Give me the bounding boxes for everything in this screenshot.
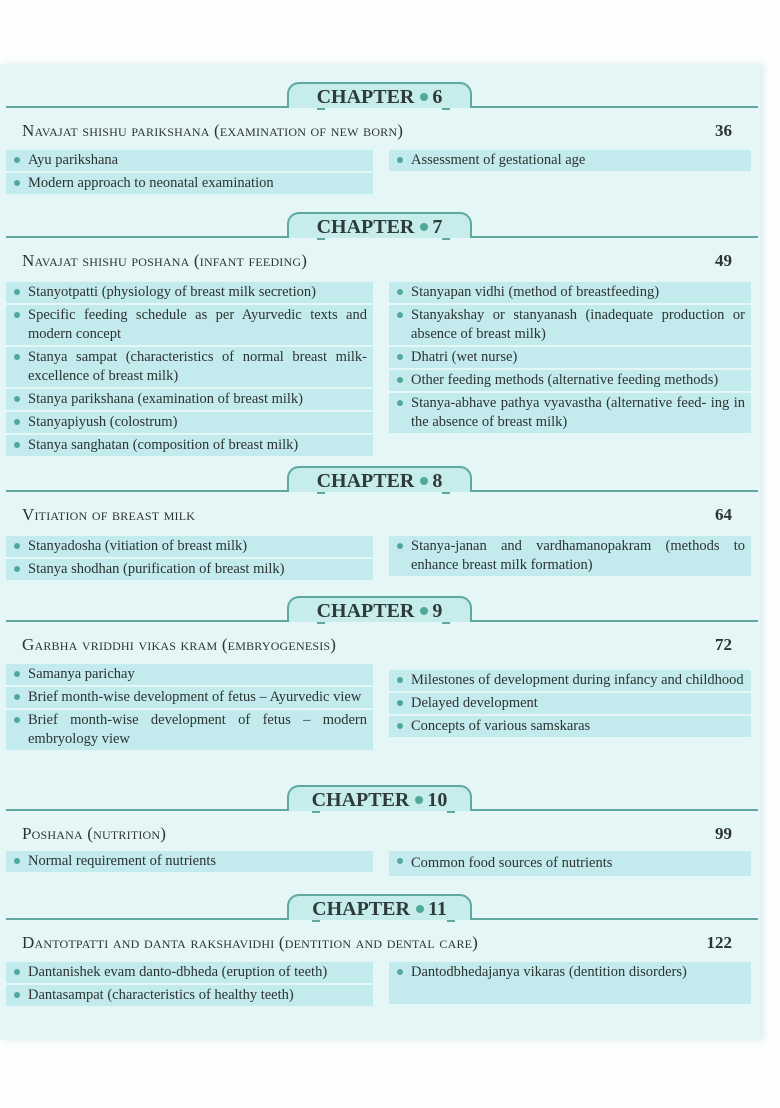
chapter-label: CHAPTER — [316, 216, 415, 238]
chapter-10 — [0, 783, 760, 876]
chapter-tab — [287, 82, 472, 108]
chapter-number: 7 — [432, 216, 443, 238]
chapter-tab — [287, 894, 472, 920]
chapter-number: 8 — [432, 470, 443, 492]
chapter-title[interactable]: Garbha vriddhi vikas kram (embryogenesis) — [22, 635, 337, 654]
page-number[interactable]: 72 — [715, 635, 732, 654]
topic-item[interactable]: Dhatri (wet nurse) — [389, 347, 751, 368]
chapter-9 — [0, 594, 760, 750]
chapter-header — [0, 783, 760, 813]
topic-item[interactable]: Stanya parikshana (examination of breast milk) — [6, 389, 373, 410]
topic-item[interactable]: Delayed development — [389, 693, 751, 714]
chapter-header — [0, 892, 760, 922]
chapter-8 — [0, 464, 760, 580]
bullet-dot-icon — [420, 607, 428, 615]
chapter-title-row — [0, 928, 760, 958]
chapter-tab — [287, 212, 472, 238]
topic-item[interactable]: Other feeding methods (alternative feeding methods) — [389, 370, 751, 391]
chapter-tab — [287, 596, 472, 622]
bullet-dot-icon — [416, 905, 424, 913]
topic-item[interactable]: Stanya sanghatan (composition of breast milk) — [6, 435, 373, 456]
topic-item[interactable]: Stanya-abhave pathya vyavastha (alternative feed- ing in the absence of breast milk) — [389, 393, 751, 433]
topics-right — [389, 150, 751, 194]
chapter-label: CHAPTER — [316, 600, 415, 622]
topic-item[interactable]: Brief month-wise development of fetus – Ayurvedic view — [6, 687, 373, 708]
chapter-label: CHAPTER — [312, 898, 410, 920]
topic-item[interactable]: Stanyotpatti (physiology of breast milk secretion) — [6, 282, 373, 303]
topics-left — [6, 962, 373, 1006]
topics-right — [389, 962, 751, 1006]
chapter-label: CHAPTER — [316, 470, 415, 492]
topic-item[interactable]: Normal requirement of nutrients — [6, 851, 373, 872]
page-number[interactable]: 49 — [715, 251, 732, 270]
topic-item[interactable]: Common food sources of nutrients — [389, 851, 751, 876]
topic-item[interactable]: Specific feeding schedule as per Ayurvedic texts and modern concept — [6, 305, 373, 345]
chapter-label: CHAPTER — [316, 86, 415, 108]
topic-item[interactable]: Concepts of various samskaras — [389, 716, 751, 737]
chapter-title[interactable]: Navajat shishu poshana (infant feeding) — [22, 251, 308, 270]
chapter-title-row — [0, 630, 760, 660]
topic-item[interactable]: Modern approach to neonatal examination — [6, 173, 373, 194]
bullet-dot-icon — [420, 223, 428, 231]
topic-item[interactable]: Stanyapiyush (colostrum) — [6, 412, 373, 433]
chapter-label: CHAPTER — [311, 789, 410, 811]
topics-left — [6, 664, 373, 750]
chapter-title[interactable]: Poshana (nutrition) — [22, 824, 167, 843]
topic-item[interactable]: Assessment of gestational age — [389, 150, 751, 171]
chapter-6 — [0, 80, 760, 194]
page-number[interactable]: 122 — [706, 933, 732, 952]
chapter-header — [0, 210, 760, 240]
chapter-title[interactable]: Dantotpatti and danta rakshavidhi (dentition and dental care) — [22, 933, 479, 952]
topic-item[interactable]: Stanya shodhan (purification of breast milk) — [6, 559, 373, 580]
chapter-number: 10 — [427, 789, 448, 811]
bullet-dot-icon — [420, 477, 428, 485]
topics-right — [389, 282, 751, 456]
topic-item[interactable]: Milestones of development during infancy and childhood — [389, 670, 751, 691]
chapter-tab — [287, 466, 472, 492]
topics-left — [6, 282, 373, 456]
topics-right — [389, 664, 751, 750]
chapter-11 — [0, 892, 760, 1006]
chapter-title[interactable]: Vitiation of breast milk — [22, 505, 196, 524]
topic-item[interactable]: Samanya parichay — [6, 664, 373, 685]
topic-item[interactable]: Stanyadosha (vitiation of breast milk) — [6, 536, 373, 557]
page-number[interactable]: 36 — [715, 121, 732, 140]
topic-item[interactable]: Stanyakshay or stanyanash (inadequate production or absence of breast milk) — [389, 305, 751, 345]
topic-item[interactable]: Stanya-janan and vardhamanopakram (methods to enhance breast milk formation) — [389, 536, 751, 576]
contents-page — [0, 64, 760, 1040]
topic-item[interactable]: Stanyapan vidhi (method of breastfeeding) — [389, 282, 751, 303]
topic-item[interactable]: Stanya sampat (characteristics of normal breast milk- excellence of breast milk) — [6, 347, 373, 387]
topic-item[interactable]: Dantanishek evam danto-dbheda (eruption of teeth) — [6, 962, 373, 983]
chapter-title[interactable]: Navajat shishu parikshana (examination of new born) — [22, 121, 404, 140]
bullet-dot-icon — [420, 93, 428, 101]
chapter-title-row — [0, 246, 760, 276]
chapter-7 — [0, 210, 760, 456]
chapter-number: 11 — [427, 898, 447, 920]
chapter-header — [0, 80, 760, 110]
topics-right — [389, 851, 751, 876]
chapter-title-row — [0, 500, 760, 530]
page-number[interactable]: 99 — [715, 824, 732, 843]
chapter-number: 9 — [432, 600, 443, 622]
topic-item[interactable]: Dantasampat (characteristics of healthy teeth) — [6, 985, 373, 1006]
page-number[interactable]: 64 — [715, 505, 732, 524]
bullet-dot-icon — [415, 796, 423, 804]
topics-left — [6, 150, 373, 194]
topic-item[interactable]: Ayu parikshana — [6, 150, 373, 171]
chapter-title-row — [0, 116, 760, 146]
topic-item[interactable]: Brief month-wise development of fetus – modern embryology view — [6, 710, 373, 750]
topics-right — [389, 536, 751, 580]
chapter-header — [0, 594, 760, 624]
chapter-header — [0, 464, 760, 494]
chapter-title-row — [0, 819, 760, 849]
chapter-tab — [287, 785, 472, 811]
topics-left — [6, 536, 373, 580]
topics-left — [6, 851, 373, 876]
chapter-number: 6 — [432, 86, 443, 108]
topic-item[interactable]: Dantodbhedajanya vikaras (dentition disorders) — [389, 962, 751, 1004]
